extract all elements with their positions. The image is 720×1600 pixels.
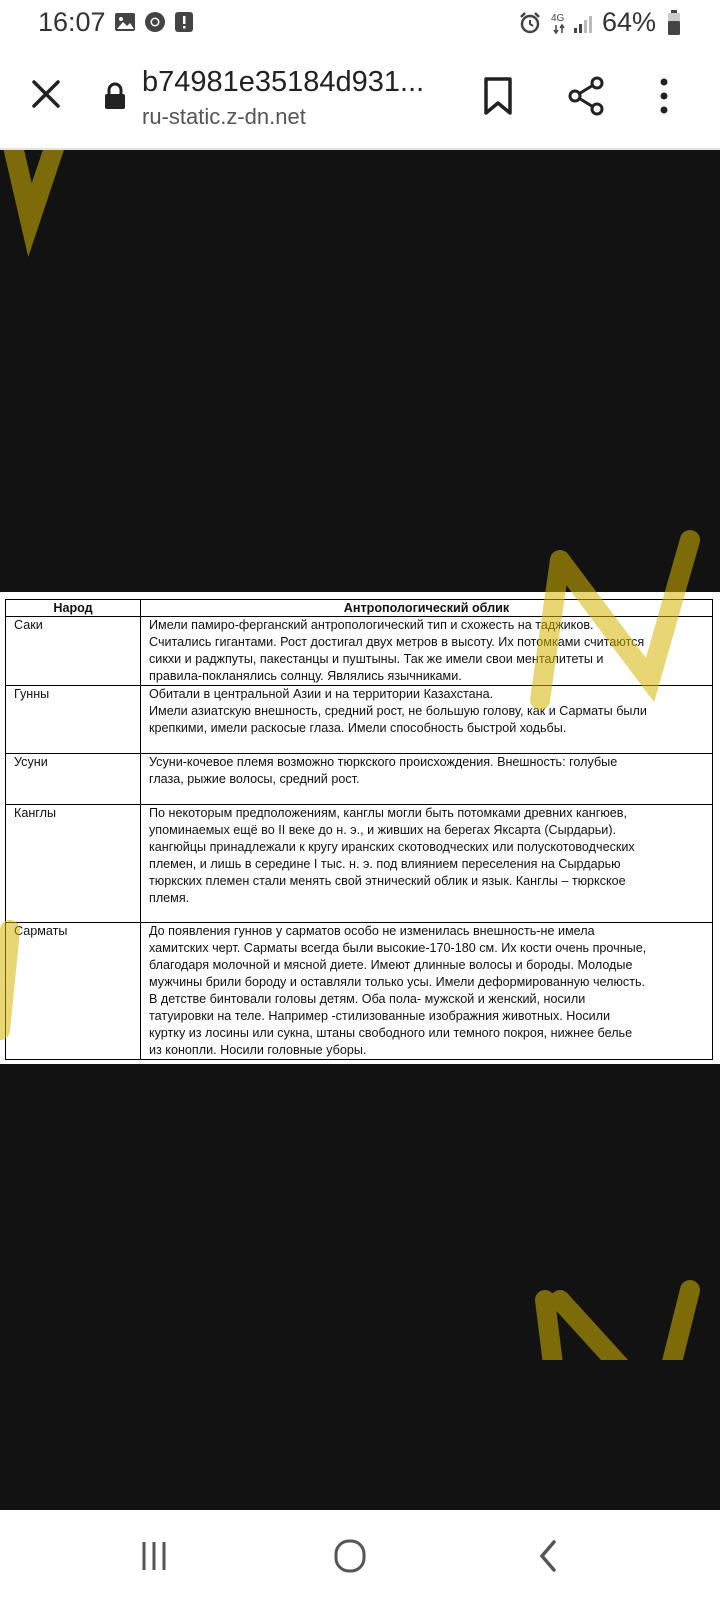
status-bar [0,0,720,46]
bookmark-icon[interactable] [476,74,520,118]
text-line: кангюйцы принадлежали к кругу иранских скотоводческих или полускотоводческих [149,840,635,854]
table-header-row [6,600,713,617]
chrome-icon [144,11,166,33]
text-line: хамитских черт. Сарматы всегда были высокие-170-180 см. Их кости очень прочные, [149,941,647,955]
navigation-bar [0,1510,720,1600]
text-line: татуировки на теле. Например -стилизованные изображния животных. Носили [149,1009,611,1023]
alarm-icon [518,11,542,35]
share-icon[interactable] [564,74,608,118]
table-row [6,923,713,1060]
page-domain[interactable]: ru-static.z-dn.net [142,104,306,129]
text-line: тюркских племен стали менять свой этнический облик и язык. Канглы – тюркское [149,874,626,888]
row-people: Саки [6,617,141,686]
row-people: Сарматы [6,923,141,1060]
lock-icon [104,82,126,110]
people-table [5,599,713,1060]
4g-signal-icon [550,11,594,35]
row-people: Усуни [6,754,141,805]
text-line: глаза, рыжие волосы, средний рост. [149,772,360,786]
text-line: благодаря молочной и мясной диете. Имеют длинные волосы и бороды. Молодые [149,958,633,972]
alert-icon [174,11,194,33]
page-url-title[interactable]: b74981e35184d931... [142,66,425,98]
image-viewer[interactable] [0,150,720,1510]
home-icon[interactable] [328,1536,372,1576]
close-icon[interactable] [26,74,66,114]
text-line: До появления гуннов у сарматов особо не изменилась внешность-не имела [149,924,595,938]
more-vert-icon[interactable] [642,74,686,118]
text-line: Обитали в центральной Азии и на территории Казахстана. [149,687,494,701]
browser-header [0,46,720,150]
text-line: правила-покланялись солнцу. Являлись язычниками. [149,669,462,683]
text-line: В детстве бинтовали головы детям. Оба пола- мужской и женский, носили [149,992,586,1006]
battery-percent: 64% [602,7,657,37]
back-icon[interactable] [526,1536,570,1576]
row-people: Канглы [6,805,141,923]
gallery-icon [114,11,136,33]
text-line: куртку из лосины или сукна, штаны свободного или темного покроя, нижнее белье [149,1026,633,1040]
text-line: племя. [149,891,190,905]
status-time: 16:07 [38,7,106,37]
header-people: Народ [6,600,141,617]
table-row [6,805,713,923]
row-description [141,923,713,1060]
row-description [141,805,713,923]
recent-apps-icon[interactable] [132,1536,176,1576]
table-row [6,686,713,754]
row-description [141,686,713,754]
header-appearance: Антропологический облик [141,600,713,617]
text-line: Считались гигантами. Рост достигал двух метров в высоту. Их потомками считаются [149,635,645,649]
text-line: Имели памиро-ферганский антропологический тип и схожесть на таджиков. [149,618,594,632]
text-line: сикхи и раджпуты, пакестанцы и пуштыны. Так же имели свои менталитеты и [149,652,604,666]
text-line: племен, и лишь в середине I тыс. н. э. под влиянием переселения на Сырдарью [149,857,621,871]
document-image [0,592,720,1064]
text-line: Имели азиатскую внешность, средний рост, не большую голову, как и Сарматы были [149,704,647,718]
text-line: мужчины брили бороду и оставляли только усы. Имели деформированную челюсть. [149,975,646,989]
text-line: По некоторым предположениям, канглы могли быть потомками древних кангюев, [149,806,627,820]
text-line: Усуни-кочевое племя возможно тюркского происхождения. Внешность: голубые [149,755,618,769]
table-row [6,754,713,805]
battery-icon [667,10,681,36]
text-line: упоминаемых ещё во II веке до н. э., и живших на берегах Яксарта (Сырдарьи). [149,823,617,837]
svg-text:4G: 4G [551,13,565,24]
table-row [6,617,713,686]
row-description [141,617,713,686]
row-description [141,754,713,805]
row-people: Гунны [6,686,141,754]
text-line: крепкими, имели раскосые глаза. Имели способность быстрой ходьбы. [149,721,567,735]
text-line: из конопли. Носили головные уборы. [149,1043,367,1057]
